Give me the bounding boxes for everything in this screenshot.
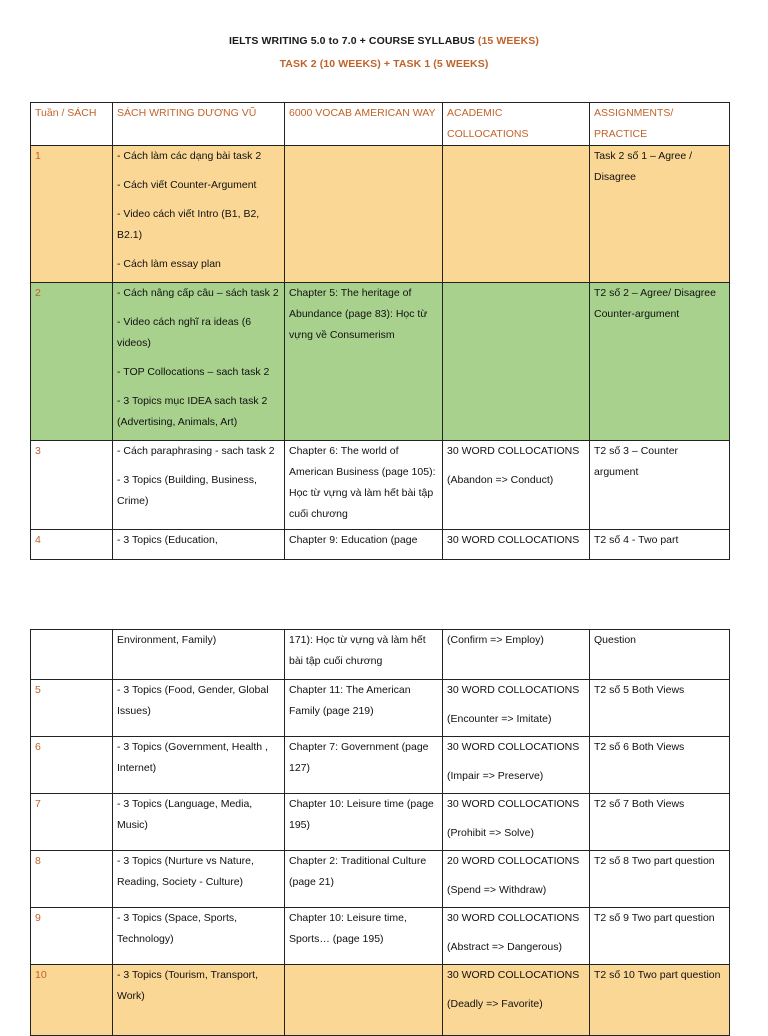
collocation-range: (Spend => Withdraw) — [447, 884, 547, 896]
collocation-count: 30 WORD COLLOCATIONS — [447, 741, 580, 753]
week-cell: 5 — [31, 680, 113, 737]
writing-item: - 3 Topics (Building, Business, Crime) — [117, 474, 257, 507]
writing-item: - 3 Topics (Nurture vs Nature, Reading, Society - Culture) — [117, 855, 254, 888]
collocation-count: 30 WORD COLLOCATIONS — [447, 684, 580, 696]
syllabus-subtitle: TASK 2 (10 WEEKS) + TASK 1 (5 WEEKS) — [279, 58, 489, 70]
table-row — [31, 851, 730, 908]
header-collocations: ACADEMIC COLLOCATIONS — [443, 103, 590, 146]
collocation-count: 30 WORD COLLOCATIONS — [447, 534, 580, 546]
writing-item: - TOP Collocations – sach task 2 — [117, 366, 270, 378]
writing-item: - Cách viết Counter-Argument — [117, 179, 257, 191]
collocation-cell — [443, 737, 590, 794]
collocation-count: 30 WORD COLLOCATIONS — [447, 798, 580, 810]
writing-cell — [113, 965, 285, 1036]
assignment-cell: T2 số 5 Both Views — [590, 680, 730, 737]
collocation-cell — [443, 146, 590, 283]
table-row — [31, 965, 730, 1036]
vocab-cell: 171): Học từ vựng và làm hết bài tập cuối chương — [285, 630, 443, 680]
collocation-cell — [443, 908, 590, 965]
collocation-cell — [443, 680, 590, 737]
table-row — [31, 146, 730, 283]
assignment-cell: T2 số 7 Both Views — [590, 794, 730, 851]
collocation-range: (Confirm => Employ) — [447, 634, 544, 646]
vocab-cell: Chapter 2: Traditional Culture (page 21) — [285, 851, 443, 908]
writing-cell — [113, 630, 285, 680]
vocab-cell: Chapter 7: Government (page 127) — [285, 737, 443, 794]
collocation-cell — [443, 965, 590, 1036]
assignment-cell: T2 số 3 – Counter argument — [590, 441, 730, 530]
assignment-cell: T2 số 9 Two part question — [590, 908, 730, 965]
writing-item: - 3 Topics (Space, Sports, Technology) — [117, 912, 238, 945]
vocab-cell: Chapter 11: The American Family (page 219) — [285, 680, 443, 737]
writing-item: - 3 Topics (Government, Health , Internet) — [117, 741, 268, 774]
week-cell: 10 — [31, 965, 113, 1036]
table-row — [31, 794, 730, 851]
week-cell: 4 — [31, 530, 113, 560]
syllabus-table-page-2 — [30, 629, 730, 1036]
writing-item: - Cách làm các dạng bài task 2 — [117, 150, 262, 162]
collocation-count: 30 WORD COLLOCATIONS — [447, 969, 580, 981]
table-row — [31, 441, 730, 530]
vocab-cell: Chapter 5: The heritage of Abundance (page 83): Học từ vựng về Consumerism — [285, 283, 443, 441]
week-cell: 3 — [31, 441, 113, 530]
assignment-cell: Question — [590, 630, 730, 680]
table-row — [31, 530, 730, 560]
vocab-cell — [285, 965, 443, 1036]
collocation-count: 20 WORD COLLOCATIONS — [447, 855, 580, 867]
writing-cell — [113, 283, 285, 441]
table-header-row — [31, 103, 730, 146]
assignment-cell: T2 số 6 Both Views — [590, 737, 730, 794]
header-writing-book: SÁCH WRITING DƯƠNG VŨ — [113, 103, 285, 146]
header-assignments: ASSIGNMENTS/ PRACTICE — [590, 103, 730, 146]
writing-cell — [113, 851, 285, 908]
week-cell: 1 — [31, 146, 113, 283]
collocation-cell — [443, 851, 590, 908]
table-row — [31, 737, 730, 794]
writing-item: - Cách nâng cấp câu – sách task 2 — [117, 287, 279, 299]
collocation-count: 30 WORD COLLOCATIONS — [447, 912, 580, 924]
writing-item: - Cách paraphrasing - sach task 2 — [117, 445, 275, 457]
table-row — [31, 680, 730, 737]
writing-cell — [113, 908, 285, 965]
vocab-cell: Chapter 10: Leisure time, Sports… (page 195) — [285, 908, 443, 965]
vocab-cell: Chapter 6: The world of American Business (page 105): Học từ vựng và làm hết bài tập cuối chương — [285, 441, 443, 530]
syllabus-title-weeks: (15 WEEKS) — [477, 35, 539, 47]
writing-item: - 3 Topics (Tourism, Transport, Work) — [117, 969, 259, 1002]
collocation-count: 30 WORD COLLOCATIONS — [447, 445, 580, 457]
collocation-range: (Abandon => Conduct) — [447, 474, 554, 486]
syllabus-title-main: IELTS WRITING 5.0 to 7.0 + COURSE SYLLABUS — [229, 35, 478, 47]
assignment-cell: T2 số 10 Two part question — [590, 965, 730, 1036]
collocation-range: (Abstract => Dangerous) — [447, 941, 562, 953]
syllabus-table-page-1 — [30, 102, 730, 560]
vocab-cell: Chapter 10: Leisure time (page 195) — [285, 794, 443, 851]
table-row — [31, 283, 730, 441]
collocation-cell — [443, 283, 590, 441]
week-cell: 8 — [31, 851, 113, 908]
writing-item: - 3 Topics (Food, Gender, Global Issues) — [117, 684, 269, 717]
week-cell: 2 — [31, 283, 113, 441]
assignment-cell: T2 số 4 - Two part — [590, 530, 730, 560]
collocation-cell — [443, 530, 590, 560]
header-week: Tuần / SÁCH — [31, 103, 113, 146]
header-vocab: 6000 VOCAB AMERICAN WAY — [285, 103, 443, 146]
week-cell: 7 — [31, 794, 113, 851]
table-row — [31, 908, 730, 965]
assignment-cell: T2 số 8 Two part question — [590, 851, 730, 908]
week-cell — [31, 630, 113, 680]
writing-item: - 3 Topics mục IDEA sach task 2 (Advertising, Animals, Art) — [117, 395, 268, 428]
assignment-cell: T2 số 2 – Agree/ Disagree Counter-argument — [590, 283, 730, 441]
writing-item: - 3 Topics (Language, Media, Music) — [117, 798, 253, 831]
writing-cell — [113, 737, 285, 794]
writing-item: - Video cách viết Intro (B1, B2, B2.1) — [117, 208, 260, 241]
collocation-cell — [443, 630, 590, 680]
collocation-range: (Impair => Preserve) — [447, 770, 544, 782]
writing-item: - 3 Topics (Education, — [117, 534, 218, 546]
collocation-range: (Encounter => Imitate) — [447, 713, 552, 725]
collocation-cell — [443, 794, 590, 851]
writing-item: Environment, Family) — [117, 634, 217, 646]
writing-item: - Cách làm essay plan — [117, 258, 221, 270]
writing-cell — [113, 680, 285, 737]
writing-cell — [113, 146, 285, 283]
writing-cell — [113, 530, 285, 560]
syllabus-title — [0, 35, 768, 47]
assignment-cell: Task 2 số 1 – Agree / Disagree — [590, 146, 730, 283]
week-cell: 9 — [31, 908, 113, 965]
writing-cell — [113, 441, 285, 530]
writing-item: - Video cách nghĩ ra ideas (6 videos) — [117, 316, 252, 349]
writing-cell — [113, 794, 285, 851]
vocab-cell: Chapter 9: Education (page — [285, 530, 443, 560]
collocation-cell — [443, 441, 590, 530]
collocation-range: (Prohibit => Solve) — [447, 827, 534, 839]
vocab-cell — [285, 146, 443, 283]
collocation-range: (Deadly => Favorite) — [447, 998, 543, 1010]
table-row — [31, 630, 730, 680]
week-cell: 6 — [31, 737, 113, 794]
